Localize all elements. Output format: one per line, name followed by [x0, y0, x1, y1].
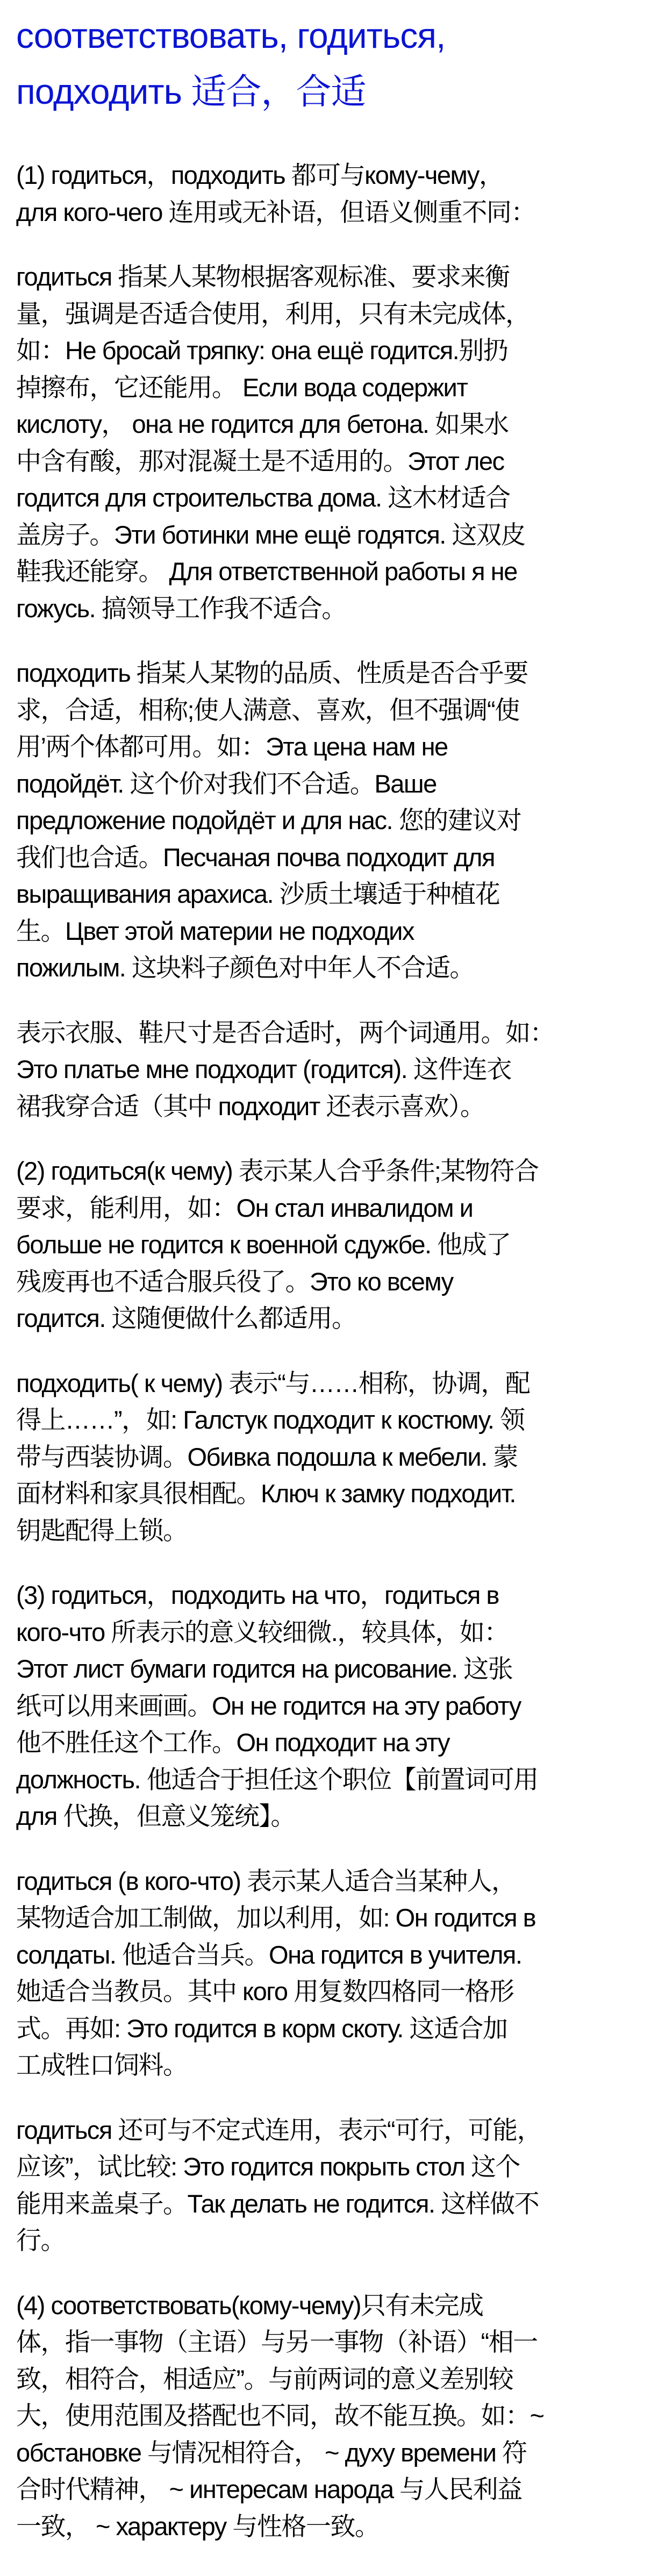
text-line: 用’两个体都可用。如：Эта цена нам не: [16, 732, 448, 761]
text-line: 纸可以用来画画。Он не годится на эту работу: [16, 1691, 521, 1720]
text-line: 式。再如: Это годится в корм скоту. 这适合加: [16, 2014, 507, 2043]
paragraph-goditsya-usage: [16, 259, 650, 627]
text-line: 要求，能利用，如：Он стал инвалидом и: [16, 1193, 473, 1222]
text-line: 行。: [16, 2226, 65, 2254]
text-line: Это платье мне подходит (годится). 这件连衣: [16, 1055, 511, 1083]
text-line: 大，使用范围及搭配也不同，故不能互换。如：~: [16, 2401, 544, 2430]
text-line: 应该”，试比较: Это годится покрыть стол 这个: [16, 2152, 520, 2181]
text-line: 致，相符合，相适应”。与前两词的意义差别较: [16, 2364, 513, 2393]
text-line: годится. 这随便做什么都适用。: [16, 1304, 356, 1332]
text-line: 残废再也不适合服兵役了。Это ко всему: [16, 1267, 453, 1296]
text-line: (1) годиться，подходить 都可与кому-чему，: [16, 161, 504, 189]
text-line: кислоту， она не годится для бетона. 如果水: [16, 410, 509, 438]
text-line: для кого-чего 连用或无补语，但语义侧重不同：: [16, 197, 535, 226]
text-line: солдаты. 他适合当兵。Она годится в учителя.: [16, 1940, 522, 1969]
text-line: годиться 还可与不定式连用，表示“可行，可能，: [16, 2115, 542, 2144]
text-line: 盖房子。Эти ботинки мне ещё годятся. 这双皮: [16, 520, 525, 549]
text-line: 生。Цвет этой материи не подходих: [16, 916, 414, 945]
text-line: 中含有酸，那对混凝土是不适用的。Этот лес: [16, 446, 504, 475]
text-line: 表示衣服、鞋尺寸是否合适时，两个词通用。如：: [16, 1018, 554, 1047]
text-line: выращивания арахиса. 沙质土壤适于种植花: [16, 880, 500, 908]
text-line: 工成牲口饲料。: [16, 2051, 188, 2079]
text-line: должность. 他适合于担任这个职位【前置词可用: [16, 1765, 538, 1794]
page-title: [16, 8, 650, 119]
paragraph-section-4: [16, 2287, 650, 2545]
text-line: кого-что 所表示的意义较细微.，较具体，如：: [16, 1617, 509, 1646]
paragraph-clothing-sizes: [16, 1015, 650, 1125]
text-line: 得上……”，如: Галстук подходит к костюму. 领: [16, 1405, 525, 1434]
text-line: 钥匙配得上锁。: [16, 1516, 188, 1545]
text-line: 量，强调是否适合使用，利用，只有未完成体，: [16, 299, 530, 328]
text-line: 他不胜任这个工作。Он подходит на эту: [16, 1728, 450, 1757]
text-line: подойдёт. 这个价对我们不合适。Ваше: [16, 769, 437, 798]
paragraph-podkhodit-k-chemu: [16, 1365, 650, 1550]
text-line: 某物适合加工制做，加以利用，如: Он годится в: [16, 1903, 536, 1932]
text-line: пожилым. 这块料子颜色对中年人不合适。: [16, 953, 474, 982]
text-line: 一致， ~ характеру 与性格一致。: [16, 2511, 380, 2541]
text-line: 合时代精神， ~ интересам народа 与人民利益: [16, 2475, 522, 2503]
title-line: подходить 适合，合适: [16, 72, 366, 111]
text-line: 如：Не бросай тряпку: она ещё годится.别扔: [16, 336, 508, 365]
text-line: Этот лист бумаги годится на рисование. 这张: [16, 1654, 513, 1683]
text-line: 能用来盖桌子。Так делать не годится. 这样做不: [16, 2189, 539, 2218]
text-line: 体，指一事物（主语）与另一事物（补语）“相一: [16, 2328, 538, 2356]
text-line: для 代换，但意义笼统】。: [16, 1802, 295, 1830]
paragraph-goditsya-v-kogo: [16, 1863, 650, 2084]
text-line: 裙我穿合适（其中 подходит 还表示喜欢）。: [16, 1091, 485, 1121]
text-line: 带与西装协调。Обивка подошла к мебели. 蒙: [16, 1442, 518, 1471]
text-line: подходить 指某人某物的品质、性质是否合乎要: [16, 659, 528, 687]
paragraph-goditsya-infinitive: [16, 2112, 650, 2259]
text-line: 面材料和家具很相配。Ключ к замку подходит.: [16, 1479, 516, 1508]
text-line: (3) годиться，подходить на что，годиться в: [16, 1581, 499, 1609]
text-line: 她适合当教员。其中 кого 用复数四格同一格形: [16, 1977, 514, 2006]
text-line: обстановке 与情况相符合， ~ духу времени 符: [16, 2438, 527, 2467]
article: [16, 8, 650, 2573]
paragraph-intro: [16, 157, 650, 231]
text-line: годиться 指某人某物根据客观标准、要求来衡: [16, 262, 510, 291]
paragraph-podkhodit-usage: [16, 655, 650, 987]
text-line: (4) соответствовать(кому-чему)只有未完成: [16, 2290, 483, 2320]
text-line: 鞋我还能穿。 Для ответственной работы я не: [16, 557, 517, 586]
text-line: больше не годится к военной сдужбе. 他成了: [16, 1230, 511, 1259]
text-line: (2) годиться(к чему) 表示某人合乎条件;某物符合: [16, 1157, 539, 1185]
paragraph-section-2: [16, 1153, 650, 1337]
text-line: 掉擦布，它还能用。 Если вода содержит: [16, 373, 468, 402]
text-line: подходить( к чему) 表示“与……相称，协调，配: [16, 1368, 530, 1397]
title-line: соответствовать, годиться,: [16, 16, 446, 55]
text-line: предложение подойдёт и для нас. 您的建议对: [16, 806, 521, 834]
text-line: гожусь. 搞领导工作我不适合。: [16, 594, 346, 623]
paragraph-section-3: [16, 1577, 650, 1835]
text-line: годится для строительства дома. 这木材适合: [16, 483, 510, 512]
text-line: 我们也合适。Песчаная почва подходит для: [16, 843, 495, 872]
text-line: годиться (в кого-что) 表示某人适合当某种人，: [16, 1866, 516, 1895]
text-line: 求，合适，相称;使人满意、喜欢，但不强调“使: [16, 695, 519, 724]
